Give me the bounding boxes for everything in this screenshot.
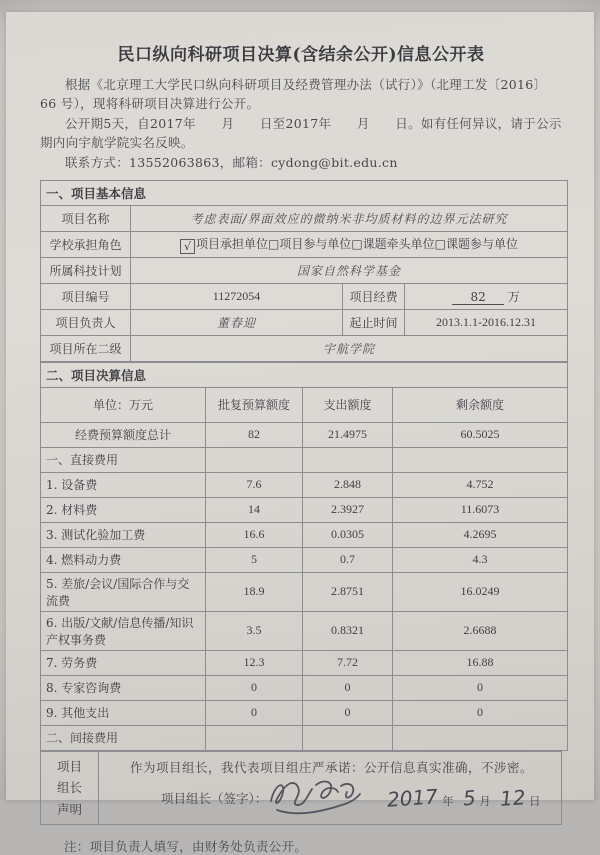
checkbox-checked-icon: √ bbox=[180, 239, 195, 254]
budget-remaining: 11.6073 bbox=[393, 497, 568, 522]
project-leader-value: 董春迎 bbox=[131, 309, 343, 335]
budget-approved: 0 bbox=[206, 675, 303, 700]
table-row bbox=[41, 362, 568, 387]
date-month: 5 bbox=[461, 785, 477, 811]
budget-spent: 0 bbox=[303, 675, 393, 700]
duration-label: 起止时间 bbox=[343, 309, 405, 335]
school-unit-value: 宇航学院 bbox=[131, 335, 568, 361]
table-row bbox=[41, 180, 568, 205]
duration-value: 2013.1.1-2016.12.31 bbox=[405, 309, 568, 335]
project-name-value: 考虑表面/界面效应的微纳米非均质材料的边界元法研究 bbox=[131, 205, 568, 231]
table-row bbox=[41, 572, 568, 611]
funding-amount: 82 bbox=[452, 290, 504, 305]
budget-row-label: 3. 测试化验加工费 bbox=[41, 522, 206, 547]
budget-row-label: 经费预算额度总计 bbox=[41, 422, 206, 447]
budget-spent: 0.0305 bbox=[303, 522, 393, 547]
table-row bbox=[41, 231, 568, 257]
program-label: 所属科技计划 bbox=[41, 257, 131, 283]
declaration-table bbox=[40, 751, 562, 825]
table-row bbox=[41, 387, 568, 422]
school-role-label: 学校承担角色 bbox=[41, 231, 131, 257]
declaration-label bbox=[41, 751, 99, 824]
budget-remaining: 16.88 bbox=[393, 650, 568, 675]
budget-spent: 2.8751 bbox=[303, 572, 393, 611]
budget-remaining: 0 bbox=[393, 675, 568, 700]
table-row bbox=[41, 309, 568, 335]
table-row bbox=[41, 611, 568, 650]
project-leader-label: 项目负责人 bbox=[41, 309, 131, 335]
budget-approved: 12.3 bbox=[206, 650, 303, 675]
col-header-approved: 批复预算额度 bbox=[206, 387, 303, 422]
budget-spent: 2.848 bbox=[303, 472, 393, 497]
table-row bbox=[41, 751, 562, 824]
budget-row-label: 4. 燃料动力费 bbox=[41, 547, 206, 572]
table-row bbox=[41, 205, 568, 231]
budget-approved: 0 bbox=[206, 700, 303, 725]
page-title: 民口纵向科研项目决算(含结余公开)信息公开表 bbox=[117, 45, 485, 65]
budget-approved bbox=[206, 725, 303, 750]
budget-remaining: 0 bbox=[393, 700, 568, 725]
budget-approved: 18.9 bbox=[206, 572, 303, 611]
budget-row-label: 1. 设备费 bbox=[41, 472, 206, 497]
budget-remaining: 16.0249 bbox=[393, 572, 568, 611]
col-header-unit: 单位：万元 bbox=[41, 387, 206, 422]
budget-spent: 7.72 bbox=[303, 650, 393, 675]
declaration-label-line: 项目 bbox=[56, 759, 82, 774]
intro-paragraph-basis: 根据《北京理工大学民口纵向科研项目及经费管理办法（试行）》（北理工发〔2016〕66 号），现将科研项目决算进行公开。 bbox=[40, 77, 547, 112]
declaration-promise: 作为项目组长，我代表项目组庄严承诺：公开信息真实准确，不涉密。 bbox=[130, 759, 534, 775]
basic-info-table bbox=[40, 180, 568, 362]
program-value: 国家自然科学基金 bbox=[131, 257, 568, 283]
table-row bbox=[41, 283, 568, 309]
budget-approved: 16.6 bbox=[206, 522, 303, 547]
budget-row-label: 2. 材料费 bbox=[41, 497, 206, 522]
footnote: 注：项目负责人填写，由财务处负责公开。 bbox=[64, 838, 308, 854]
table-row bbox=[41, 650, 568, 675]
table-row bbox=[41, 700, 568, 725]
table-row bbox=[41, 725, 568, 750]
funding-unit: 万 bbox=[507, 289, 520, 304]
table-row bbox=[41, 472, 568, 497]
budget-row-label: 7. 劳务费 bbox=[41, 650, 206, 675]
budget-approved: 5 bbox=[206, 547, 303, 572]
intro-paragraph-contact: 联系方式：13552063863，邮箱：cydong@bit.edu.cn bbox=[65, 154, 398, 170]
signature-row bbox=[161, 778, 555, 818]
budget-spent bbox=[303, 447, 393, 472]
project-number-value: 11272054 bbox=[131, 283, 343, 309]
school-role-value bbox=[131, 231, 568, 257]
budget-row-label: 8. 专家咨询费 bbox=[41, 675, 206, 700]
table-row bbox=[41, 447, 568, 472]
sign-label: 项目组长（签字）： bbox=[161, 790, 268, 806]
budget-spent bbox=[303, 725, 393, 750]
budget-category-label: 二、间接费用 bbox=[41, 725, 206, 750]
signature-date bbox=[387, 786, 545, 810]
date-day-unit: 日 bbox=[529, 793, 541, 808]
budget-remaining: 60.5025 bbox=[393, 422, 568, 447]
school-unit-label: 项目所在二级 bbox=[41, 335, 131, 361]
budget-remaining: 4.2695 bbox=[393, 522, 568, 547]
date-month-unit: 月 bbox=[479, 793, 491, 808]
project-name-label: 项目名称 bbox=[41, 205, 131, 231]
date-year-unit: 年 bbox=[442, 793, 454, 808]
role-options-text: 项目承担单位□项目参与单位□课题牵头单位□课题参与单位 bbox=[195, 236, 519, 251]
declaration-label-line: 组长 bbox=[56, 780, 82, 796]
col-header-remaining: 剩余额度 bbox=[393, 387, 568, 422]
budget-remaining: 4.3 bbox=[393, 547, 568, 572]
project-funding-label: 项目经费 bbox=[343, 283, 405, 309]
budget-approved: 82 bbox=[206, 422, 303, 447]
table-row bbox=[41, 422, 568, 447]
budget-remaining: 2.6688 bbox=[393, 611, 568, 650]
budget-approved: 3.5 bbox=[206, 611, 303, 650]
table-row bbox=[41, 257, 568, 283]
project-number-label: 项目编号 bbox=[41, 283, 131, 309]
table-row bbox=[41, 675, 568, 700]
budget-row-label: 5. 差旅/会议/国际合作与交流费 bbox=[41, 572, 206, 611]
budget-table bbox=[40, 362, 568, 751]
budget-approved: 7.6 bbox=[206, 472, 303, 497]
project-funding-value bbox=[405, 283, 568, 309]
col-header-spent: 支出额度 bbox=[303, 387, 393, 422]
document-page bbox=[6, 12, 594, 854]
budget-approved: 14 bbox=[206, 497, 303, 522]
budget-category-label: 一、直接费用 bbox=[41, 447, 206, 472]
section-budget-header: 二、项目决算信息 bbox=[41, 362, 568, 387]
budget-spent: 0.8321 bbox=[303, 611, 393, 650]
budget-remaining bbox=[393, 447, 568, 472]
table-row bbox=[41, 497, 568, 522]
budget-spent: 2.3927 bbox=[303, 497, 393, 522]
budget-remaining: 4.752 bbox=[393, 472, 568, 497]
budget-approved bbox=[206, 447, 303, 472]
budget-spent: 0 bbox=[303, 700, 393, 725]
declaration-body bbox=[99, 751, 562, 824]
budget-row-label: 6. 出版/文献/信息传播/知识产权事务费 bbox=[41, 611, 206, 650]
date-year: 2017 bbox=[386, 784, 439, 812]
budget-row-label: 9. 其他支出 bbox=[41, 700, 206, 725]
table-row bbox=[41, 522, 568, 547]
section-basic-info-header: 一、项目基本信息 bbox=[41, 180, 568, 205]
date-day: 12 bbox=[498, 785, 526, 811]
budget-spent: 0.7 bbox=[303, 547, 393, 572]
budget-remaining bbox=[393, 725, 568, 750]
intro-paragraph-period: 公开期5天，自2017年 月 日至2017年 月 日。如有任何异议，请于公示期内向宇航学院实名反映。 bbox=[40, 115, 562, 151]
declaration-label-line: 声明 bbox=[56, 801, 82, 817]
table-row bbox=[41, 335, 568, 361]
signature-scribble bbox=[263, 774, 367, 818]
budget-spent: 21.4975 bbox=[303, 422, 393, 447]
table-row bbox=[41, 547, 568, 572]
